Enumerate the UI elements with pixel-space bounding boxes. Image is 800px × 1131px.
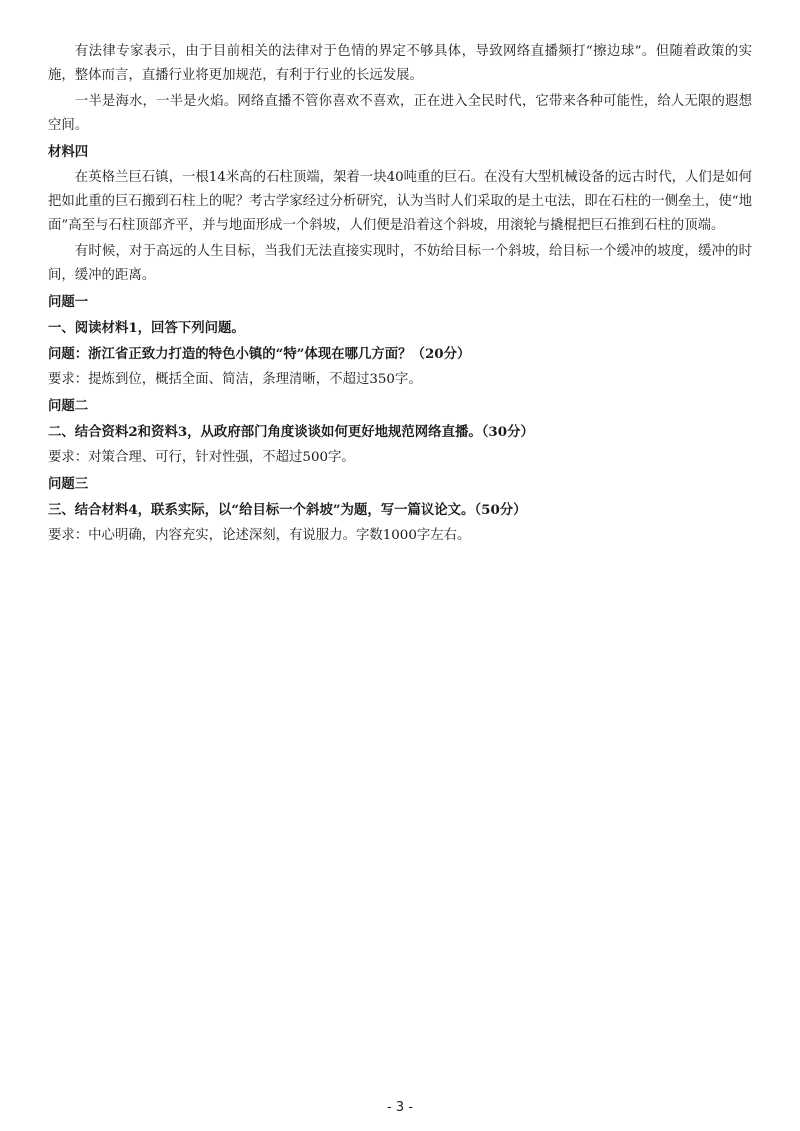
material-4-heading: 材料四 xyxy=(48,144,89,160)
question-1-instruction: 一、阅读材料1，回答下列问题。 xyxy=(48,320,245,336)
question-1-text: 问题：浙江省正致力打造的特色小镇的“特”体现在哪几方面？（20分） xyxy=(48,346,471,362)
material-4-paragraph-slope: 有时候，对于高远的人生目标，当我们无法直接实现时，不妨给目标一个斜坡，给目标一个缓冲的坡度，缓冲的时间，缓冲的距离。 xyxy=(48,244,752,283)
page-number: - 3 - xyxy=(387,1100,413,1115)
question-3-text: 三、结合材料4，联系实际，以“给目标一个斜坡”为题，写一篇议论文。（50分） xyxy=(48,502,527,518)
material-4-paragraph-stonehenge: 在英格兰巨石镇，一根14米高的石柱顶端，架着一块40吨重的巨石。在没有大型机械设备的远古时代，人们是如何把如此重的巨石搬到石柱上的呢？考古学家经过分析研究，认为当时人们采取的是土屯法，即在石柱的一侧垒土，使“地面”高至与石柱顶部齐平，并与地面形成一个斜坡，人们便是沿着这个斜坡，用滚轮与撬棍把巨石推到石柱的顶端。 xyxy=(48,170,752,233)
question-2-requirement: 要求：对策合理、可行，针对性强，不超过500字。 xyxy=(48,450,355,465)
document-page xyxy=(48,40,752,550)
question-1-requirement: 要求：提炼到位，概括全面、简洁，条理清晰，不超过350字。 xyxy=(48,372,422,387)
question-1-heading: 问题一 xyxy=(48,294,89,310)
question-3-heading: 问题三 xyxy=(48,476,89,492)
paragraph-legal-experts: 有法律专家表示，由于目前相关的法律对于色情的界定不够具体，导致网络直播频打“擦边球”。但随着政策的实施，整体而言，直播行业将更加规范，有利于行业的长远发展。 xyxy=(48,44,752,83)
question-3-requirement: 要求：中心明确，内容充实，论述深刻，有说服力。字数1000字左右。 xyxy=(48,528,471,543)
paragraph-half-sea-half-fire: 一半是海水，一半是火焰。网络直播不管你喜欢不喜欢，正在进入全民时代，它带来各种可能性，给人无限的遐想空间。 xyxy=(48,94,752,133)
question-2-text: 二、结合资料2和资料3，从政府部门角度谈谈如何更好地规范网络直播。（30分） xyxy=(48,424,534,440)
question-2-heading: 问题二 xyxy=(48,398,89,414)
